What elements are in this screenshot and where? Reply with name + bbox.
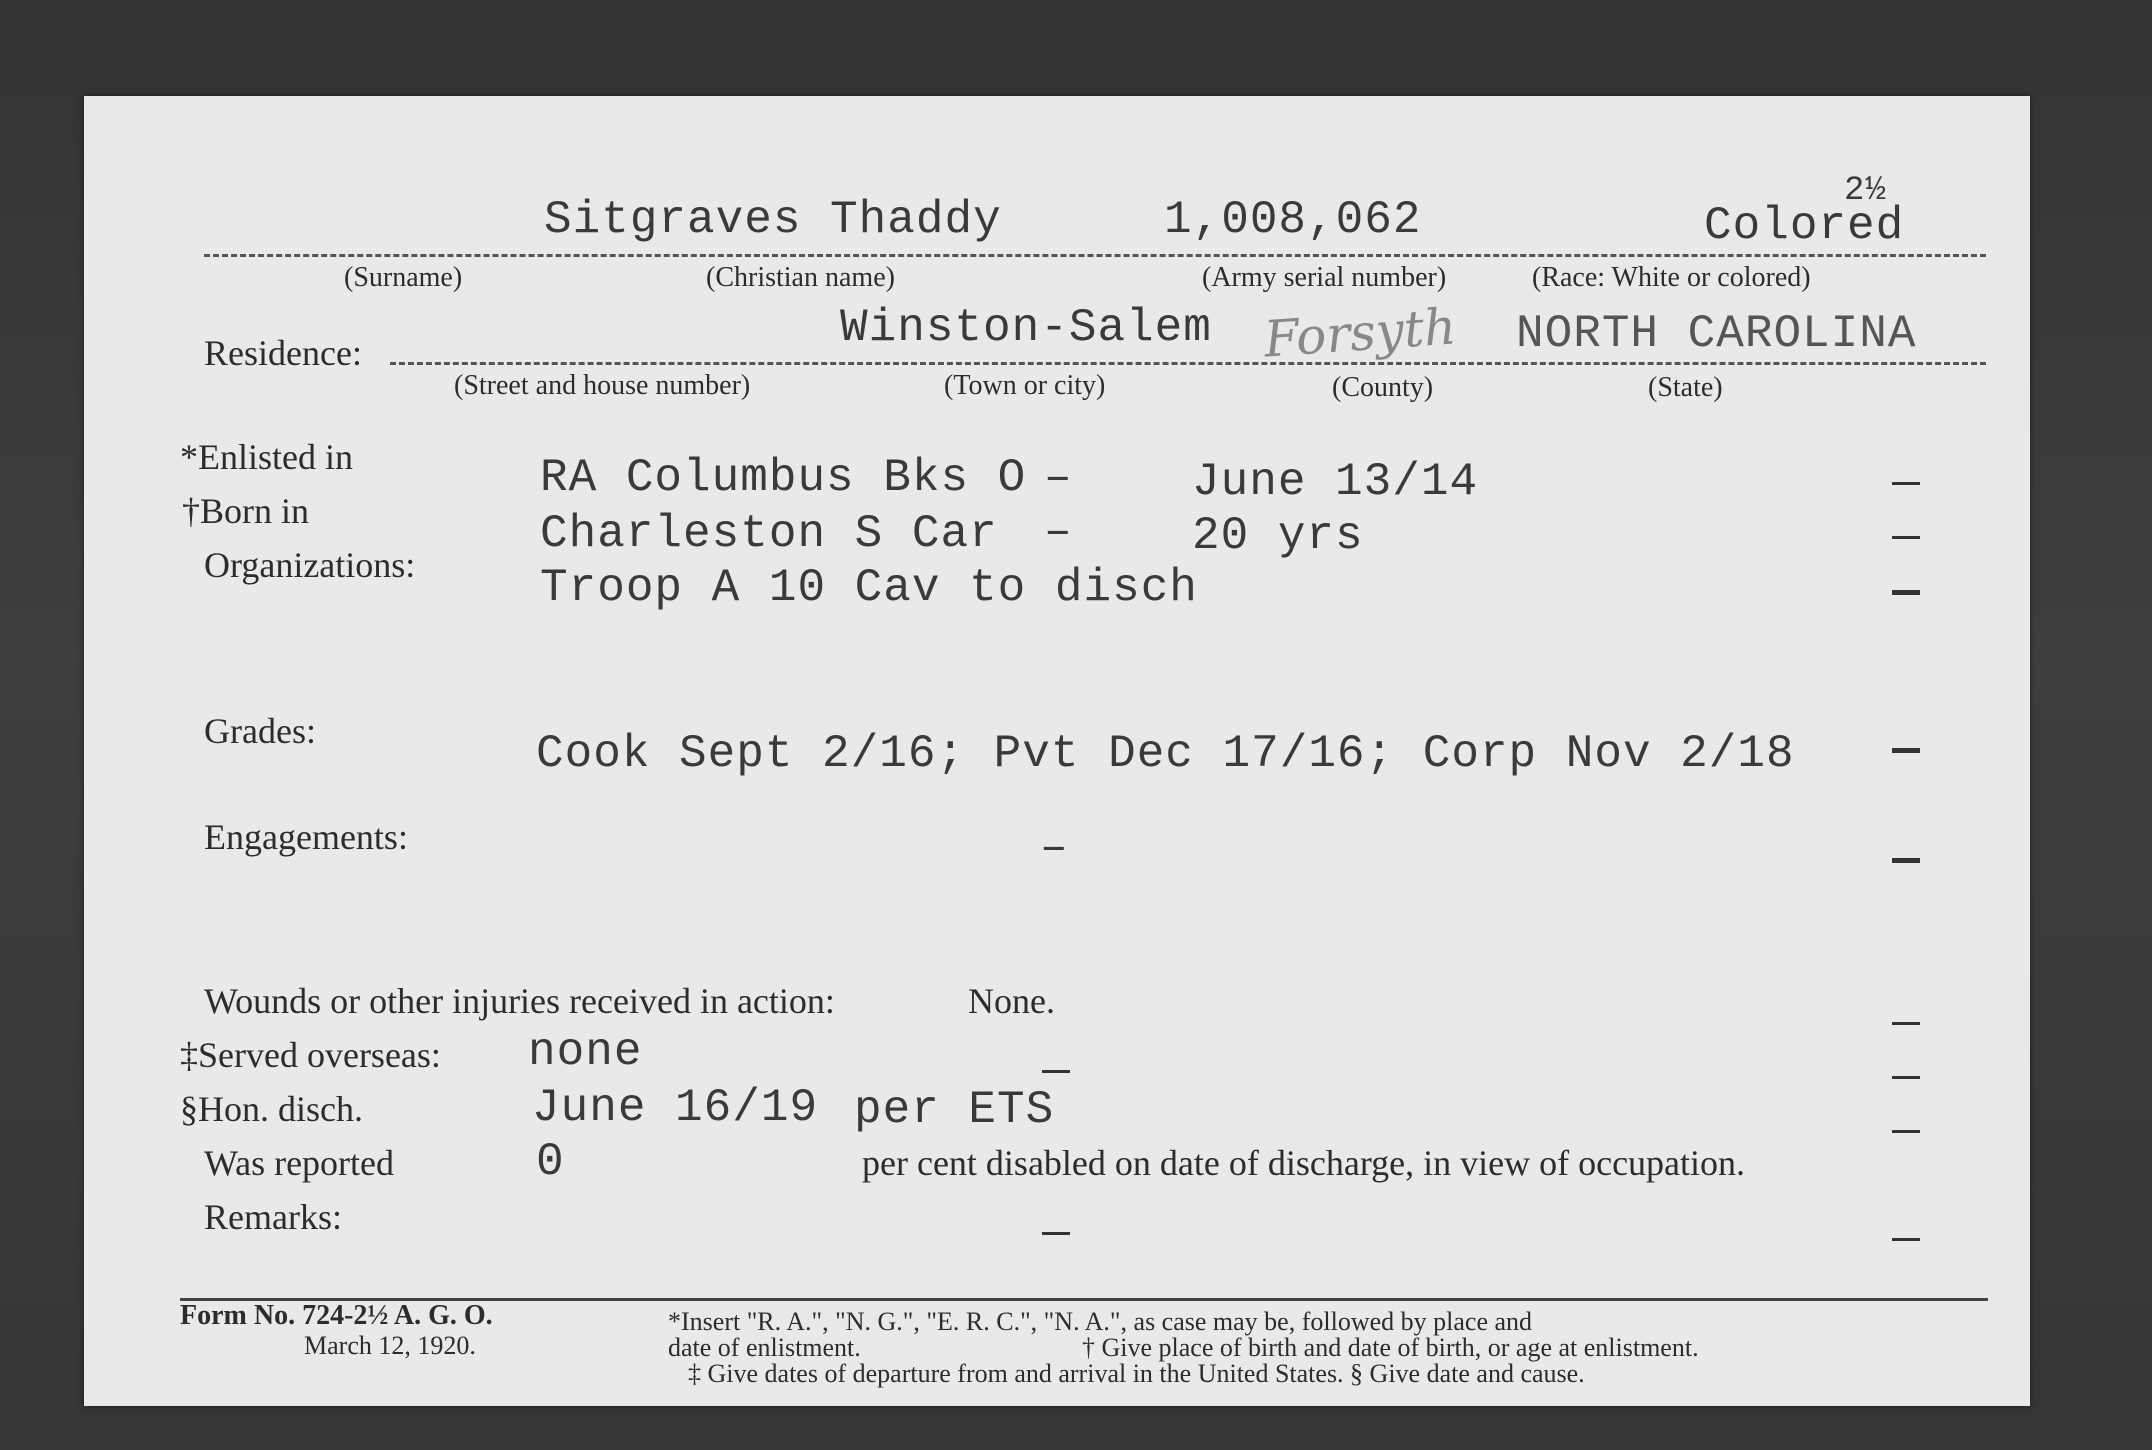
residence-dashed-line — [390, 362, 1986, 365]
footnote-line-2a: date of enlistment. — [668, 1333, 861, 1362]
enlisted-place: RA Columbus Bks O — [540, 452, 1027, 504]
organizations-label: Organizations: — [204, 545, 416, 585]
caption-surname: (Surname) — [344, 262, 463, 293]
footnote-line-3: ‡ Give dates of departure from and arrival in the United States. § Give date and cause. — [688, 1359, 1585, 1388]
service-record-card — [84, 96, 2030, 1406]
footnote-line-1: *Insert "R. A.", "N. G.", "E. R. C.", "N. A.", as case may be, followed by place and — [668, 1307, 1533, 1336]
caption-christian-name: (Christian name) — [706, 262, 895, 293]
hon-disch-label: §Hon. disch. — [180, 1089, 363, 1129]
caption-county: (County) — [1332, 372, 1434, 403]
enlisted-date: June 13/14 — [1192, 456, 1479, 508]
wounds-end-dash — [1892, 1022, 1920, 1025]
caption-state: (State) — [1648, 372, 1723, 403]
residence-county-handwritten: Forsyth — [1262, 297, 1458, 369]
born-label: †Born in — [182, 491, 310, 531]
wounds-label: Wounds or other injuries received in action: — [204, 981, 835, 1021]
surname-christian-name: Sitgraves Thaddy — [544, 194, 1002, 246]
born-end-dash — [1892, 536, 1920, 539]
was-reported-label: Was reported — [204, 1143, 395, 1183]
born-place: Charleston S Car — [540, 508, 998, 560]
card-number-2-1-2: 2½ — [1844, 172, 1887, 210]
caption-town: (Town or city) — [944, 370, 1106, 401]
identity-dashed-line — [204, 254, 1986, 257]
served-overseas-value: none — [528, 1026, 643, 1078]
engagements-value: – — [1040, 822, 1069, 874]
residence-town: Winston-Salem — [840, 302, 1212, 354]
race-value: Colored — [1704, 200, 1905, 252]
served-overseas-end-dash — [1892, 1076, 1920, 1079]
footnote-line-2b: † Give place of birth and date of birth, or age at enlistment. — [1082, 1333, 1699, 1362]
remarks-mid-dash — [1042, 1232, 1070, 1235]
born-age: 20 yrs — [1192, 510, 1364, 562]
hon-disch-end-dash — [1892, 1130, 1920, 1133]
grades-end-dash — [1892, 748, 1920, 753]
caption-street: (Street and house number) — [454, 370, 751, 401]
served-overseas-mid-dash — [1042, 1070, 1070, 1073]
engagements-end-dash — [1892, 858, 1920, 863]
residence-state: NORTH CAROLINA — [1516, 308, 1917, 360]
enlisted-dash: – — [1044, 452, 1073, 504]
enlisted-end-dash — [1892, 482, 1920, 485]
disabled-text: per cent disabled on date of discharge, in view of occupation. — [862, 1143, 1746, 1183]
remarks-label: Remarks: — [204, 1197, 342, 1237]
caption-serial: (Army serial number) — [1202, 262, 1447, 293]
served-overseas-label: ‡Served overseas: — [180, 1035, 441, 1075]
wounds-value: None. — [968, 981, 1055, 1021]
organizations-end-dash — [1892, 590, 1920, 595]
born-dash: – — [1044, 506, 1073, 558]
hon-disch-cause: per ETS — [854, 1084, 1055, 1136]
army-serial-number: 1,008,062 — [1164, 194, 1422, 246]
grades-value: Cook Sept 2/16; Pvt Dec 17/16; Corp Nov 2/18 — [536, 728, 1795, 780]
enlisted-label: *Enlisted in — [180, 437, 353, 477]
percent-disabled-value: 0 — [536, 1136, 565, 1188]
grades-label: Grades: — [204, 711, 316, 751]
hon-disch-date: June 16/19 — [532, 1082, 819, 1134]
organizations-value: Troop A 10 Cav to disch — [540, 562, 1198, 614]
residence-label: Residence: — [204, 333, 362, 373]
engagements-label: Engagements: — [204, 817, 408, 857]
form-date: March 12, 1920. — [304, 1331, 476, 1360]
form-number: Form No. 724-2½ A. G. O. — [180, 1300, 493, 1331]
remarks-end-dash — [1892, 1238, 1920, 1241]
caption-race: (Race: White or colored) — [1532, 262, 1811, 293]
